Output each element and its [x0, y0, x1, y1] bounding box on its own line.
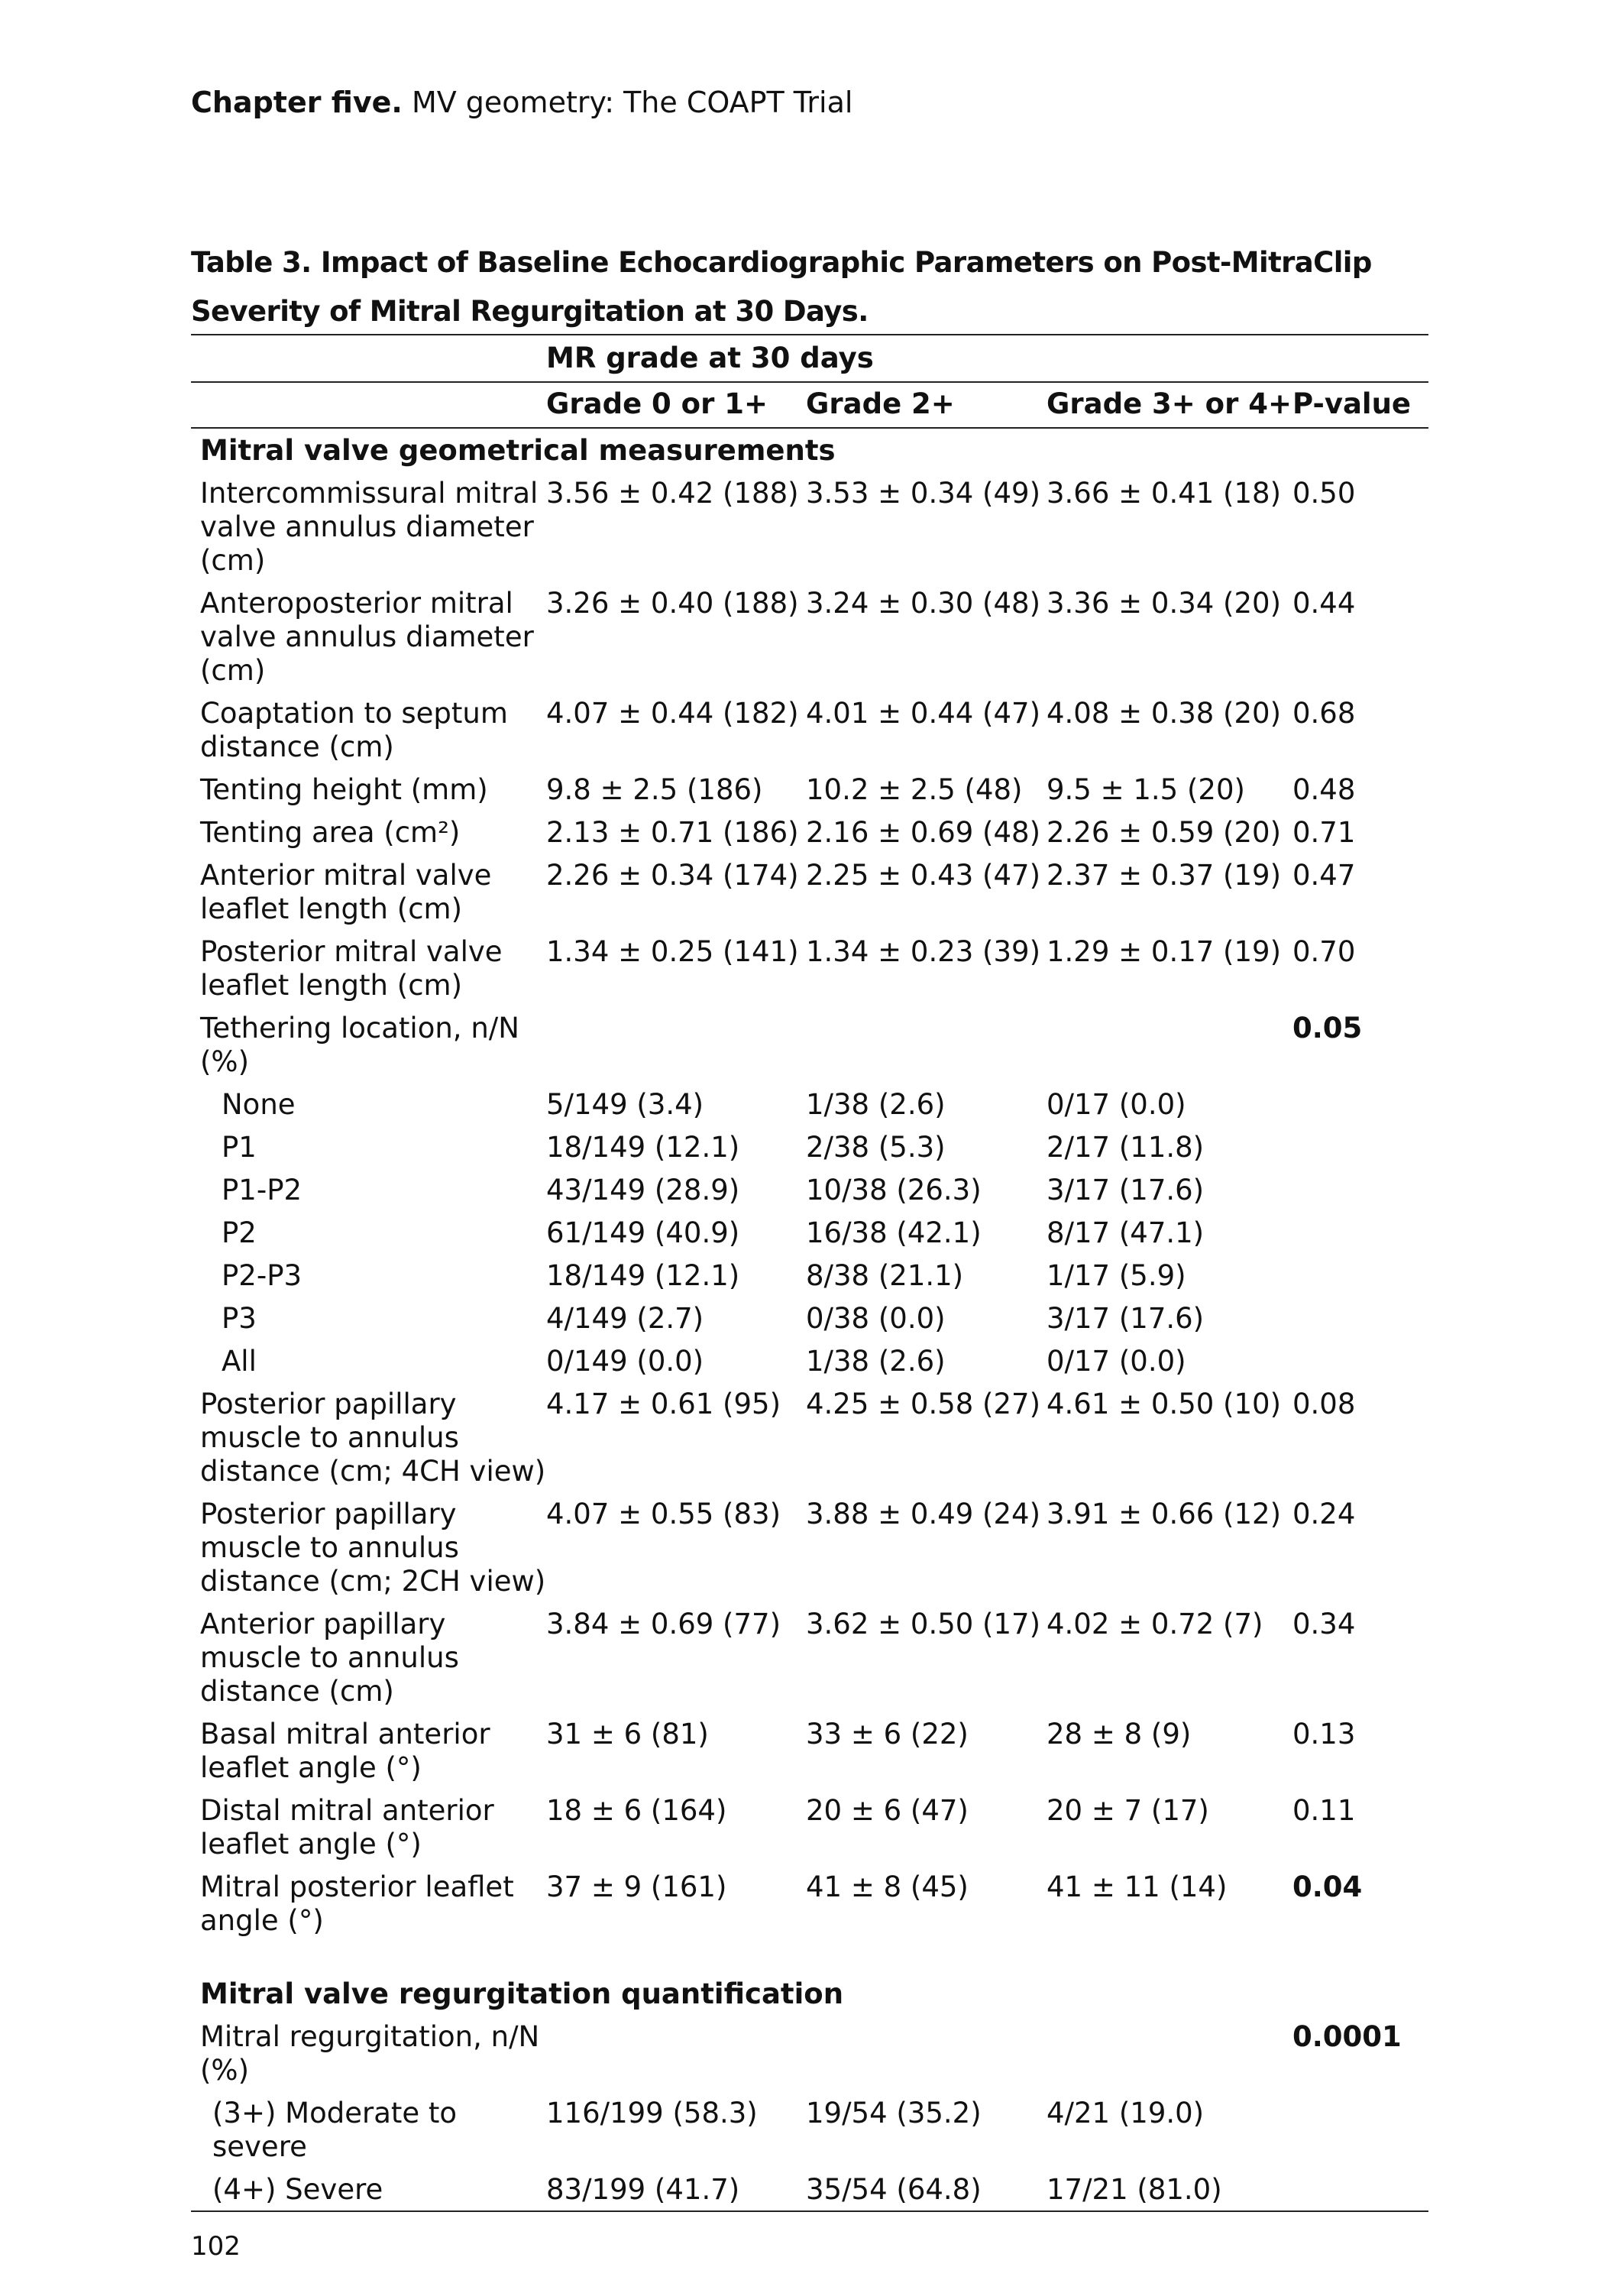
row-label: Coaptation to septum distance (cm) [200, 697, 508, 763]
table-row [191, 1712, 1428, 1789]
cell-grade-0-1: 0/149 (0.0) [546, 1345, 704, 1378]
table-row [191, 471, 1428, 581]
cell-grade-2: 3.88 ± 0.49 (24) [806, 1498, 1041, 1530]
row-label: Mitral posterior leaflet angle (°) [200, 1870, 514, 1937]
cell-grade-2: 1.34 ± 0.23 (39) [806, 935, 1041, 968]
cell-grade-3-4: 4.61 ± 0.50 (10) [1047, 1388, 1282, 1420]
cell-grade-2: 3.24 ± 0.30 (48) [806, 587, 1041, 620]
cell-grade-0-1: 4.07 ± 0.44 (182) [546, 697, 799, 730]
cell-grade-0-1: 116/199 (58.3) [546, 2097, 758, 2129]
row-label: Anterior papillary muscle to annulus distance (cm) [200, 1608, 459, 1708]
cell-p-value: 0.04 [1292, 1870, 1363, 1903]
cell-grade-0-1: 2.26 ± 0.34 (174) [546, 859, 799, 892]
table-caption: Table 3. Impact of Baseline Echocardiographic Parameters on Post-MitraClip Severity of Mitral Regurgitation at 30 Days. [191, 246, 1372, 328]
page-number: 102 [191, 2231, 241, 2262]
cell-grade-2: 3.53 ± 0.34 (49) [806, 477, 1041, 510]
cell-grade-0-1: 3.84 ± 0.69 (77) [546, 1608, 781, 1640]
cell-p-value: 0.08 [1292, 1388, 1356, 1420]
row-label: P1-P2 [222, 1174, 302, 1206]
table-row [191, 1211, 1428, 1254]
cell-p-value: 0.11 [1292, 1794, 1356, 1827]
cell-grade-3-4: 3.66 ± 0.41 (18) [1047, 477, 1282, 510]
cell-grade-3-4: 41 ± 11 (14) [1047, 1870, 1228, 1903]
row-label: P3 [222, 1302, 257, 1335]
row-label: Anterior mitral valve leaflet length (cm) [200, 859, 492, 925]
cell-grade-2: 2/38 (5.3) [806, 1131, 946, 1164]
cell-p-value: 0.24 [1292, 1498, 1356, 1530]
cell-p-value: 0.0001 [1292, 2020, 1402, 2053]
cell-grade-3-4: 4.02 ± 0.72 (7) [1047, 1608, 1263, 1640]
row-label: Posterior papillary muscle to annulus distance (cm; 2CH view) [200, 1498, 546, 1598]
chapter-title: MV geometry: The COAPT Trial [411, 86, 853, 119]
section-row [191, 1972, 1428, 2015]
running-head [191, 86, 852, 119]
cell-p-value: 0.05 [1292, 1012, 1363, 1044]
cell-grade-3-4: 20 ± 7 (17) [1047, 1794, 1209, 1827]
row-label: Tenting area (cm²) [200, 816, 461, 849]
cell-p-value: 0.71 [1292, 816, 1356, 849]
cell-grade-3-4: 1/17 (5.9) [1047, 1259, 1186, 1292]
cell-grade-2: 10.2 ± 2.5 (48) [806, 773, 1023, 806]
cell-grade-0-1: 4/149 (2.7) [546, 1302, 704, 1335]
cell-p-value: 0.34 [1292, 1608, 1356, 1640]
row-label: All [222, 1345, 257, 1378]
cell-p-value: 0.44 [1292, 587, 1356, 620]
cell-grade-2: 3.62 ± 0.50 (17) [806, 1608, 1041, 1640]
table-row [191, 581, 1428, 691]
row-label: (3+) Moderate to severe [212, 2097, 458, 2163]
table-row [191, 1083, 1428, 1125]
row-label: Tenting height (mm) [200, 773, 488, 806]
table-row [191, 2015, 1428, 2091]
section-title-regurgitation: Mitral valve regurgitation quantification [200, 1977, 844, 2010]
row-label: P2-P3 [222, 1259, 302, 1292]
section-spacer [191, 1942, 1428, 1972]
cell-grade-0-1: 3.26 ± 0.40 (188) [546, 587, 799, 620]
table-row [191, 811, 1428, 853]
table-row [191, 1789, 1428, 1865]
cell-grade-2: 1/38 (2.6) [806, 1088, 946, 1121]
cell-grade-0-1: 18 ± 6 (164) [546, 1794, 727, 1827]
cell-grade-0-1: 4.17 ± 0.61 (95) [546, 1388, 781, 1420]
cell-grade-0-1: 61/149 (40.9) [546, 1216, 740, 1249]
cell-grade-2: 19/54 (35.2) [806, 2097, 982, 2129]
cell-grade-0-1: 37 ± 9 (161) [546, 1870, 727, 1903]
group-header: MR grade at 30 days [546, 335, 1428, 382]
row-label: (4+) Severe [191, 2168, 546, 2211]
column-header-row [191, 382, 1428, 428]
section-title-geometry: Mitral valve geometrical measurements [200, 434, 836, 467]
cell-grade-0-1: 18/149 (12.1) [546, 1259, 740, 1292]
cell-grade-3-4: 9.5 ± 1.5 (20) [1047, 773, 1245, 806]
cell-grade-3-4: 0/17 (0.0) [1047, 1345, 1186, 1378]
cell-grade-2: 4.25 ± 0.58 (27) [806, 1388, 1041, 1420]
row-label: Intercommissural mitral valve annulus diameter (cm) [200, 477, 539, 577]
cell-grade-2: 0/38 (0.0) [806, 1302, 946, 1335]
cell-grade-0-1: 18/149 (12.1) [546, 1131, 740, 1164]
table-row [191, 1382, 1428, 1492]
cell-grade-3-4: 4.08 ± 0.38 (20) [1047, 697, 1282, 730]
cell-p-value: 0.68 [1292, 697, 1356, 730]
column-header-grade-2: Grade 2+ [806, 382, 1047, 428]
table-row [191, 1865, 1428, 1942]
cell-grade-3-4: 2.37 ± 0.37 (19) [1047, 859, 1282, 892]
table-row [191, 768, 1428, 811]
cell-grade-3-4: 0/17 (0.0) [1047, 1088, 1186, 1121]
table-row [191, 1006, 1428, 1083]
cell-grade-2: 10/38 (26.3) [806, 1174, 982, 1206]
cell-grade-3-4: 4/21 (19.0) [1047, 2097, 1205, 2129]
cell-grade-2: 1/38 (2.6) [806, 1345, 946, 1378]
cell-grade-2: 2.16 ± 0.69 (48) [806, 816, 1041, 849]
column-header-p-value: P-value [1292, 382, 1428, 428]
table-row [191, 930, 1428, 1006]
cell-grade-0-1: 3.56 ± 0.42 (188) [546, 477, 799, 510]
cell-grade-3-4: 3/17 (17.6) [1047, 1174, 1205, 1206]
cell-p-value: 0.48 [1292, 773, 1356, 806]
row-label: Basal mitral anterior leaflet angle (°) [200, 1718, 490, 1784]
cell-grade-2: 8/38 (21.1) [806, 1259, 964, 1292]
cell-p-value: 0.70 [1292, 935, 1356, 968]
row-label: None [222, 1088, 296, 1121]
table-row [191, 1168, 1428, 1211]
cell-grade-2: 2.25 ± 0.43 (47) [806, 859, 1041, 892]
results-table [191, 334, 1428, 2212]
cell-grade-0-1: 43/149 (28.9) [546, 1174, 740, 1206]
column-header-grade-0-1: Grade 0 or 1+ [546, 382, 806, 428]
cell-grade-3-4: 3.36 ± 0.34 (20) [1047, 587, 1282, 620]
table-row [191, 2091, 1428, 2168]
chapter-label: Chapter five. [191, 86, 403, 119]
cell-grade-3-4: 3/17 (17.6) [1047, 1302, 1205, 1335]
table-row [191, 1492, 1428, 1602]
table-row [191, 1297, 1428, 1339]
column-header-grade-3-4: Grade 3+ or 4+ [1047, 382, 1292, 428]
row-label: Anteroposterior mitral valve annulus diameter (cm) [200, 587, 534, 687]
cell-grade-2: 35/54 (64.8) [806, 2168, 1047, 2211]
table-row [191, 691, 1428, 768]
table-row [191, 1125, 1428, 1168]
cell-grade-3-4: 17/21 (81.0) [1047, 2168, 1292, 2211]
cell-grade-0-1: 1.34 ± 0.25 (141) [546, 935, 799, 968]
cell-grade-2: 33 ± 6 (22) [806, 1718, 969, 1751]
cell-grade-0-1: 4.07 ± 0.55 (83) [546, 1498, 781, 1530]
cell-grade-2: 16/38 (42.1) [806, 1216, 982, 1249]
cell-grade-0-1: 9.8 ± 2.5 (186) [546, 773, 763, 806]
row-label: Mitral regurgitation, n/N (%) [200, 2020, 540, 2087]
cell-grade-2: 20 ± 6 (47) [806, 1794, 969, 1827]
cell-grade-0-1: 83/199 (41.7) [546, 2168, 806, 2211]
table-row [191, 2168, 1428, 2211]
cell-grade-3-4: 3.91 ± 0.66 (12) [1047, 1498, 1282, 1530]
cell-p-value: 0.47 [1292, 859, 1356, 892]
group-header-row [191, 335, 1428, 382]
cell-grade-0-1: 5/149 (3.4) [546, 1088, 704, 1121]
cell-grade-3-4: 8/17 (47.1) [1047, 1216, 1205, 1249]
row-label: P2 [222, 1216, 257, 1249]
cell-p-value: 0.13 [1292, 1718, 1356, 1751]
cell-grade-3-4: 1.29 ± 0.17 (19) [1047, 935, 1282, 968]
cell-grade-0-1: 2.13 ± 0.71 (186) [546, 816, 799, 849]
cell-grade-2: 4.01 ± 0.44 (47) [806, 697, 1041, 730]
cell-grade-0-1: 31 ± 6 (81) [546, 1718, 709, 1751]
table-row [191, 1339, 1428, 1382]
cell-grade-3-4: 2/17 (11.8) [1047, 1131, 1205, 1164]
row-label: P1 [222, 1131, 257, 1164]
cell-grade-3-4: 2.26 ± 0.59 (20) [1047, 816, 1282, 849]
table-row [191, 1254, 1428, 1297]
row-label: Tethering location, n/N (%) [200, 1012, 519, 1078]
table-row [191, 1602, 1428, 1712]
section-row [191, 428, 1428, 471]
cell-p-value: 0.50 [1292, 477, 1356, 510]
cell-grade-2: 41 ± 8 (45) [806, 1870, 969, 1903]
table-row [191, 853, 1428, 930]
cell-grade-3-4: 28 ± 8 (9) [1047, 1718, 1192, 1751]
row-label: Distal mitral anterior leaflet angle (°) [200, 1794, 494, 1861]
row-label: Posterior papillary muscle to annulus distance (cm; 4CH view) [200, 1388, 546, 1488]
row-label: Posterior mitral valve leaflet length (cm) [200, 935, 503, 1002]
